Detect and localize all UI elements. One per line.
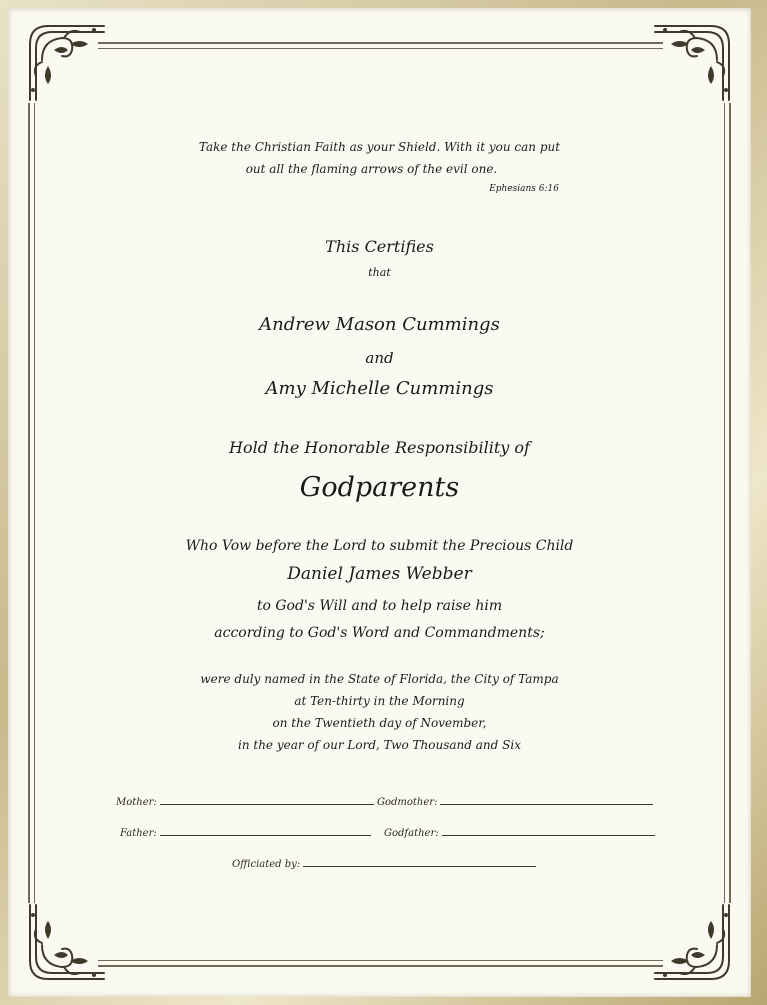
border-right-outer: [729, 103, 731, 903]
word-line: according to God's Word and Commandments;: [214, 625, 545, 641]
border-bottom-inner: [98, 960, 663, 961]
godmother-signature-rule: [440, 795, 653, 805]
certifies-heading: This Certifies: [325, 237, 434, 256]
godmother-label: Godmother:: [377, 797, 438, 808]
officiated-signature-line: [232, 857, 536, 870]
officiated-label: Officiated by:: [232, 859, 301, 870]
verse-line-1: Take the Christian Faith as your Shield. With it you can put: [198, 140, 561, 154]
godmother-signature-line: [377, 795, 653, 808]
child-name: Daniel James Webber: [287, 564, 472, 584]
verse-line-2: out all the flaming arrows of the evil one.: [245, 162, 498, 176]
border-left-inner: [34, 103, 35, 903]
godfather-label: Godfather:: [384, 828, 439, 839]
details-line-2: at Ten-thirty in the Morning: [294, 694, 465, 708]
role-title: Godparents: [299, 472, 460, 503]
details-line-4: in the year of our Lord, Two Thousand and Six: [238, 738, 521, 752]
border-left-outer: [28, 103, 30, 903]
border-right-inner: [724, 103, 725, 903]
corner-ornament-icon: [24, 901, 108, 985]
godmother-name: Amy Michelle Cummings: [265, 378, 494, 399]
details-line-1: were duly named in the State of Florida, the City of Tampa: [200, 672, 559, 686]
mother-signature-line: [116, 795, 374, 808]
will-line: to God's Will and to help raise him: [256, 598, 503, 614]
that-text: that: [368, 266, 391, 279]
mother-signature-rule: [160, 795, 374, 805]
father-label: Father:: [120, 828, 157, 839]
father-signature-line: [120, 826, 371, 839]
border-top-outer: [98, 42, 663, 44]
mother-label: Mother:: [116, 797, 157, 808]
verse-reference: Ephesians 6:16: [489, 184, 559, 194]
officiated-signature-rule: [303, 857, 536, 867]
godfather-signature-rule: [442, 826, 655, 836]
father-signature-rule: [160, 826, 371, 836]
and-text: and: [365, 349, 394, 367]
vow-line: Who Vow before the Lord to submit the Precious Child: [185, 538, 574, 554]
details-line-3: on the Twentieth day of November,: [272, 716, 487, 730]
responsibility-text: Hold the Honorable Responsibility of: [229, 438, 530, 457]
corner-ornament-icon: [651, 20, 735, 104]
godfather-signature-line: [384, 826, 655, 839]
corner-ornament-icon: [651, 901, 735, 985]
certificate-paper: [8, 8, 751, 997]
corner-ornament-icon: [24, 20, 108, 104]
border-bottom-outer: [98, 965, 663, 967]
godfather-name: Andrew Mason Cummings: [259, 314, 500, 335]
border-top-inner: [98, 48, 663, 49]
